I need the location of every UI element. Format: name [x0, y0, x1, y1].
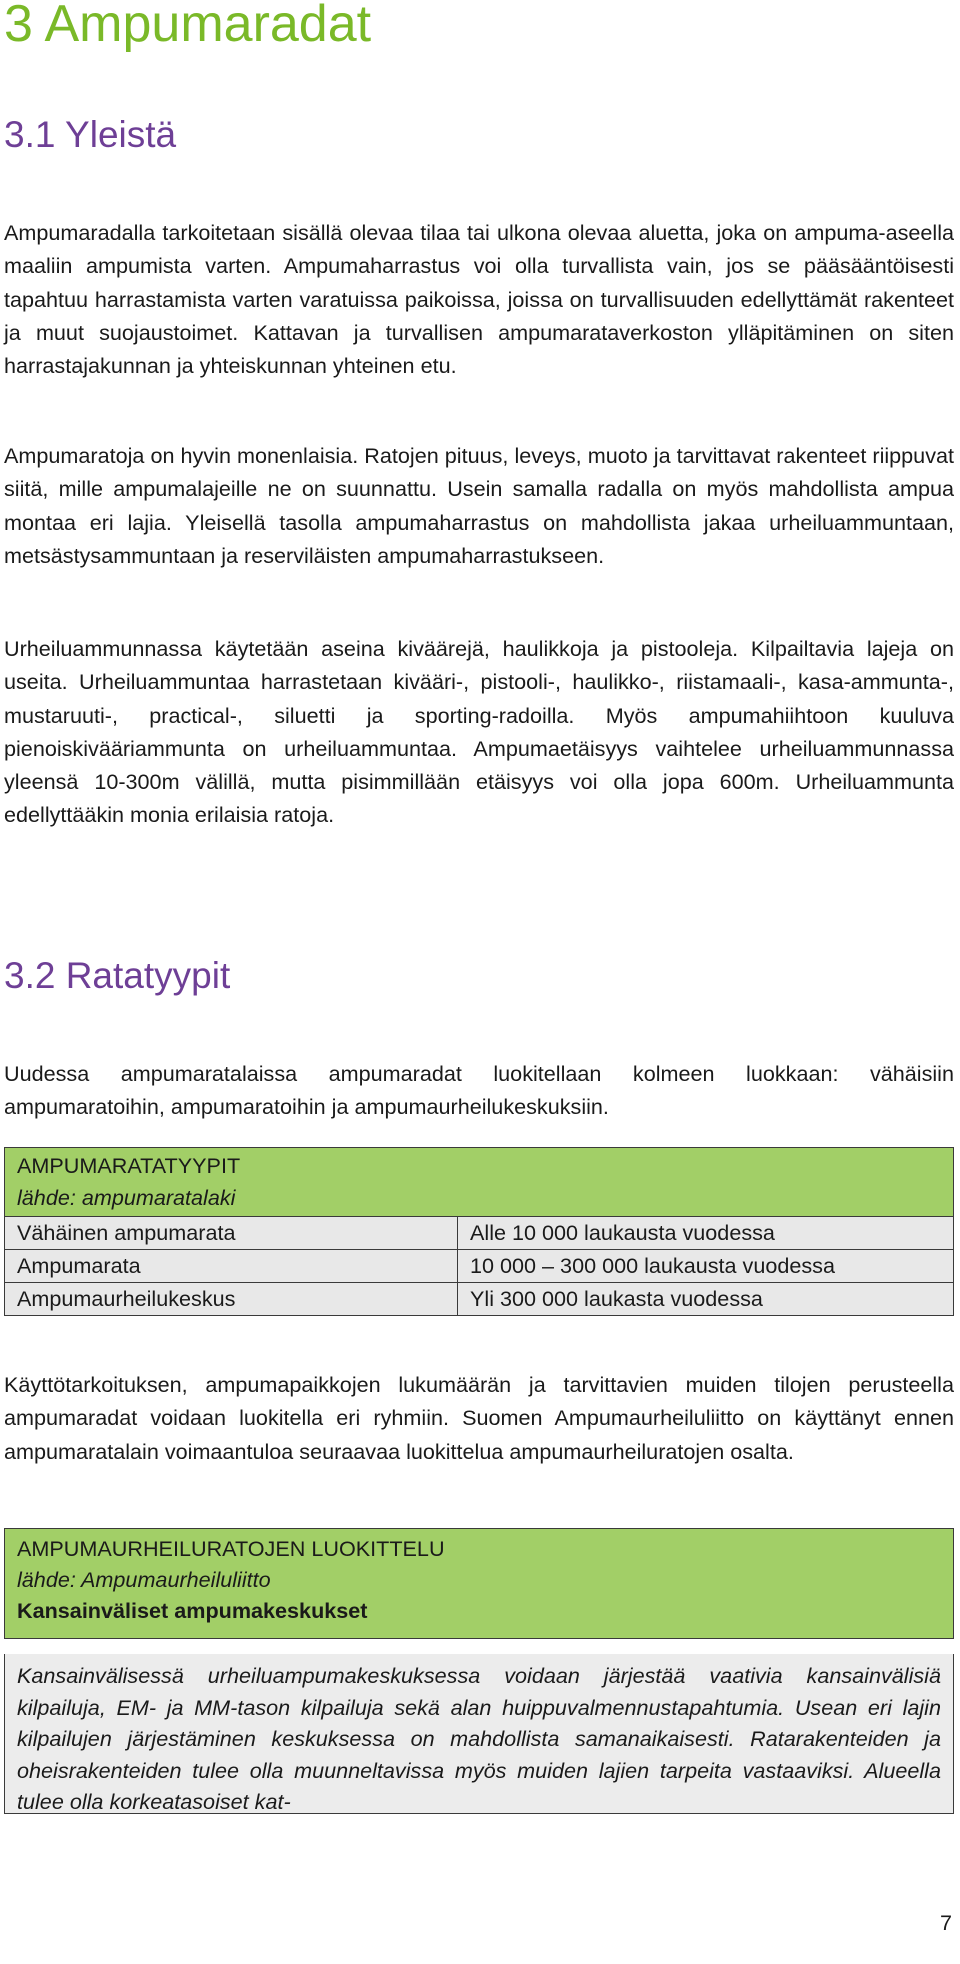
chapter-title: 3 Ampumaradat [4, 0, 372, 53]
table-row [5, 1283, 954, 1316]
range-volume-cell: Yli 300 000 laukasta vuodessa [458, 1283, 954, 1316]
paragraph: Uudessa ampumaratalaissa ampumaradat luokitellaan kolmeen luokkaan: vähäisiin ampumaratoihin, ampumaratoihin ja ampumaurheilukeskuksiin. [4, 1061, 954, 1120]
table-header-row [5, 1148, 954, 1217]
box-source: lähde: Ampumaurheiluliitto [17, 1567, 271, 1592]
box-title: AMPUMAURHEILURATOJEN LUOKITTELU [17, 1536, 445, 1561]
range-type-cell: Ampumaurheilukeskus [5, 1283, 458, 1316]
range-type-cell: Vähäinen ampumarata [5, 1217, 458, 1250]
range-type-cell: Ampumarata [5, 1250, 458, 1283]
paragraph: Käyttötarkoituksen, ampumapaikkojen lukumäärän ja tarvittavien muiden tilojen perusteella ampumaradat voidaan luokitella eri ryhmiin. Suomen Ampumaurheiluliitto on käyttänyt ennen ampumaratalain voimaantuloa seuraavaa luokittelua ampumaurheiluratojen osalta. [4, 1372, 954, 1464]
table-title: AMPUMARATATYYPIT [17, 1153, 241, 1178]
table-row [5, 1217, 954, 1250]
table-row [5, 1250, 954, 1283]
paragraph: Ampumaradalla tarkoitetaan sisällä olevaa tilaa tai ulkona olevaa aluetta, joka on ampuma-aseella maaliin ampumista varten. Ampumaharrastus voi olla turvallista vain, jos se pääsääntöisesti tapahtuu harrastamista varten varatuissa paikoissa, joissa on turvallisuuden edellyttämät rakenteet ja muut suojaustoimet. Kattavan ja turvallisen ampumarataverkoston ylläpitäminen on siten harrastajakunnan ja yhteiskunnan yhteinen etu. [4, 220, 954, 379]
box-subtitle: Kansainväliset ampumakeskukset [17, 1598, 368, 1623]
range-volume-cell: 10 000 – 300 000 laukausta vuodessa [458, 1250, 954, 1283]
range-types-table [4, 1147, 954, 1316]
paragraph: Urheiluammunnassa käytetään aseina kiväärejä, haulikkoja ja pistooleja. Kilpailtavia lajeja on useita. Urheiluammuntaa harrastetaan kivääri-, pistooli-, haulikko-, riistamaali-, kasa-ammunta-, mustaruuti-, practical-, siluetti ja sporting-radoilla. Myös ampumahiihtoon kuuluva pienoiskivääriammunta on urheiluammuntaa. Ampumaetäisyys vaihtelee urheiluammunnassa yleensä 10-300m välillä, mutta pisimmillään etäisyys voi olla jopa 600m. Urheiluammunta edellyttääkin monia erilaisia ratoja. [4, 636, 954, 828]
page-number: 7 [939, 1910, 952, 1935]
range-volume-cell: Alle 10 000 laukausta vuodessa [458, 1217, 954, 1250]
table-source: lähde: ampumaratalaki [17, 1185, 236, 1210]
classification-box-header [4, 1528, 954, 1639]
section-heading-yleista: 3.1 Yleistä [4, 114, 177, 155]
paragraph: Ampumaratoja on hyvin monenlaisia. Ratojen pituus, leveys, muoto ja tarvittavat rakenteet riippuvat siitä, mille ampumalajeille ne on suunnattu. Usein samalla radalla on myös mahdollista ampua montaa eri lajia. Yleisellä tasolla ampumaharrastus on mahdollista jakaa urheiluammuntaan, metsästysammuntaan ja reserviläisten ampumaharrastukseen. [4, 443, 954, 568]
classification-box-body: Kansainvälisessä urheiluampumakeskuksessa voidaan järjestää vaativia kansainvälisiä kilpailuja, EM- ja MM-tason kilpailuja sekä alan huippuvalmennustapahtumia. Usean eri lajin kilpailujen järjestäminen keskuksessa on mahdollista samanaikaisesti. Ratarakenteiden ja oheisrakenteiden tulee olla muunneltavissa myös muiden lajien tarpeita vastaaviksi. Alueella tulee olla korkeatasoiset kat- [4, 1654, 954, 1814]
section-heading-ratatyypit: 3.2 Ratatyypit [4, 955, 231, 996]
